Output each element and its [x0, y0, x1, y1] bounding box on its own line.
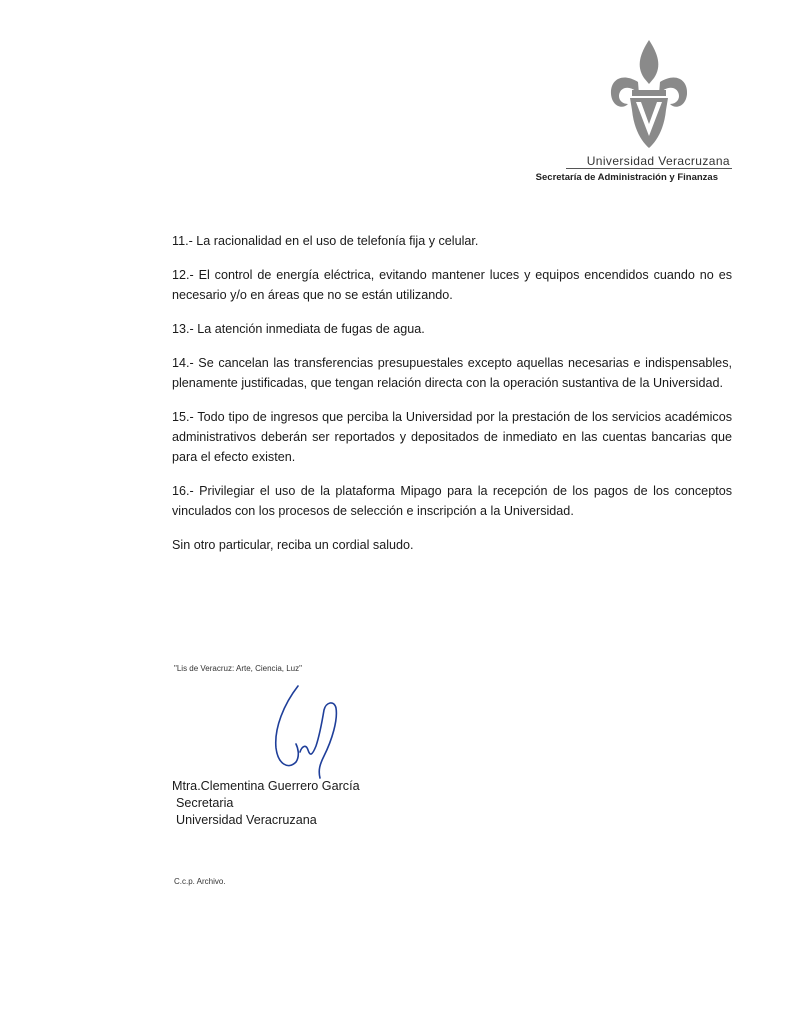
paragraph-15: 15.- Todo tipo de ingresos que perciba la Universidad por la prestación de los servicios académicos administrativos deberán ser reportados y depositados de inmediato en las cuentas bancarias que para el efecto existen. [172, 410, 732, 464]
letter-body [172, 231, 732, 569]
paragraph-14: 14.- Se cancelan las transferencias presupuestales excepto aquellas necesarias e indispensables, plenamente justificadas, que tengan relación directa con la operación sustantiva de la Universidad. [172, 356, 732, 390]
signer-institution: Universidad Veracruzana [176, 813, 317, 827]
university-name: Universidad Veracruzana [586, 154, 730, 168]
paragraph-16: 16.- Privilegiar el uso de la plataforma Mipago para la recepción de los pagos de los conceptos vinculados con los procesos de selección e inscripción a la Universidad. [172, 484, 732, 518]
signature-icon [262, 682, 362, 782]
paragraph-11: 11.- La racionalidad en el uso de telefonía fija y celular. [172, 234, 479, 248]
signer-title: Secretaria [176, 796, 234, 810]
paragraph-13: 13.- La atención inmediata de fugas de agua. [172, 322, 425, 336]
signer-block [172, 778, 360, 829]
motto: "Lis de Veracruz: Arte, Ciencia, Luz" [174, 664, 302, 673]
closing-line: Sin otro particular, reciba un cordial saludo. [172, 538, 414, 552]
header-divider [566, 168, 732, 169]
ccp-note: C.c.p. Archivo. [174, 877, 226, 886]
university-logo-icon [608, 38, 690, 150]
paragraph-12: 12.- El control de energía eléctrica, evitando mantener luces y equipos encendidos cuando no es necesario y/o en áreas que no se están utilizando. [172, 268, 732, 302]
department-name: Secretaría de Administración y Finanzas [535, 172, 718, 183]
signer-name: Mtra.Clementina Guerrero García [172, 779, 360, 793]
